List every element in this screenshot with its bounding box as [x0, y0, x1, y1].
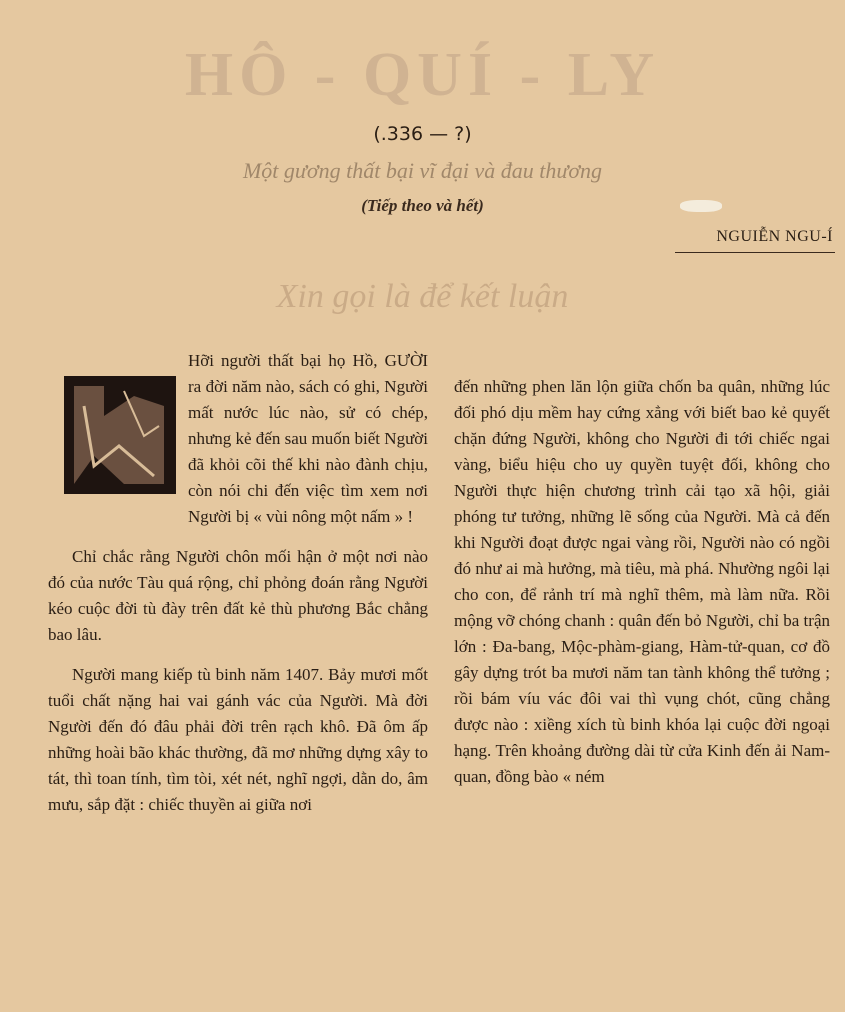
left-column [48, 348, 428, 818]
paragraph-3: Người mang kiếp tù binh năm 1407. Bảy mươi mốt tuổi chất nặng hai vai gánh vác của Người. Mà đời Người đến đó đâu phải đời trên rạch khô. Đã ôm ấp những hoài bão khác thường, đã mơ những dựng xây to tát, thì toan tính, tìm tòi, xét nét, nghĩ ngợi, dằn do, âm mưu, sắp đặt : chiếc thuyền ai giữa nơi [48, 665, 428, 814]
continued-note: (Tiếp theo và hết) [361, 196, 484, 215]
article-subtitle: Một gương thất bại vĩ đại và đau thương [242, 158, 603, 183]
paragraph-right: đến những phen lăn lộn giữa chốn ba quân, những lúc đối phó dịu mềm hay cứng xẳng với biết bao kẻ quyết chặn đứng Người, không cho Người đi tới chiếc ngai vàng, biểu hiệu cho uy quyền tuyệt đối, không cho Người thực hiện chương trình cải tạo xã hội, giải phóng tư tưởng, những lẽ sống của Người. Mà cả đến khi Người đoạt được ngai vàng rồi, Người nào có ngồi đó như ai mà hưởng, mà tiêu, mà phá. Nhường ngôi lại cho con, để rảnh trí mà nghĩ thêm, mà làm nữa. Rồi mộng vỡ chóng chanh : quân đến bỏ Người, chỉ ba trận lớn : Đa-bang, Mộc-phàm-giang, Hàm-tử-quan, cơ đồ gây dựng trót ba mươi năm tan tành không thể tưởng ; rồi bám víu vác đôi vai thì vụng chót, cũng chẳng được nào : xiềng xích tù binh khóa lại cuộc đời ngoại hạng. Trên khoảng đường dài từ cửa Kinh đến ải Nam-quan, đồng bào « ném [454, 377, 830, 786]
paper-smudge [680, 200, 722, 212]
paragraph-1: Hỡi người thất bại họ Hồ, GƯỜI ra đời năm nào, sách có ghi, Người mất nước lúc nào, sử có chép, nhưng kẻ đến sau muốn biết Người đã khỏi cõi thế khi nào đành chịu, còn nói chi đến việc tìm xem nơi Người bị « vùi nông một nấm » ! [188, 351, 428, 526]
article-title: HÔ - QUÍ - LY [184, 41, 661, 109]
right-column [454, 374, 830, 790]
author-name: NGUIỄN NGU-Í [716, 228, 833, 245]
author-rule [675, 252, 835, 253]
years-label: (.336 — ?) [373, 123, 472, 145]
section-title: Xin gọi là để kết luận [276, 278, 569, 315]
paragraph-2: Chỉ chắc rằng Người chôn mối hận ở một nơi nào đó của nước Tàu quá rộng, chỉ phỏng đoán rằng Người kéo cuộc đời tù đày trên đất kẻ thù phương Bắc chẳng bao lâu. [48, 547, 428, 644]
